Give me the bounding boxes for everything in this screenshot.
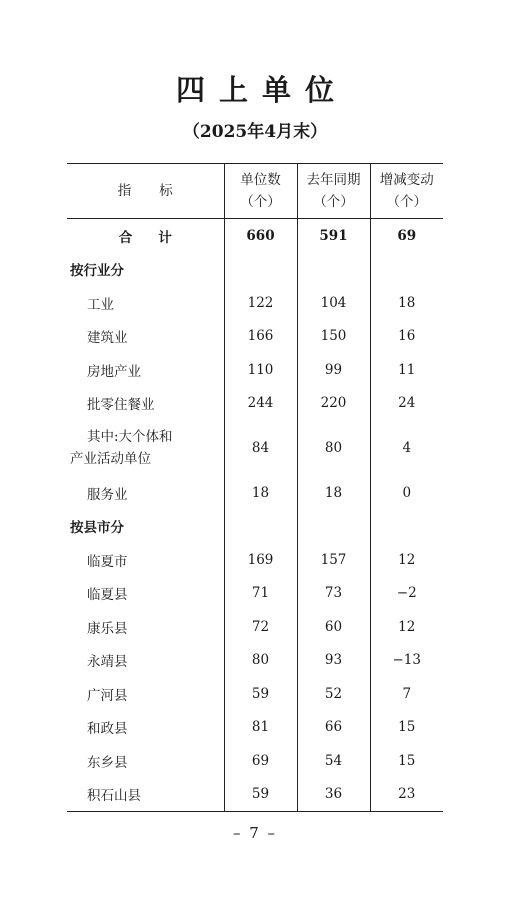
- row-last-year: 93: [297, 644, 370, 678]
- row-last-year: 18: [297, 476, 370, 510]
- row-units: 80: [224, 644, 297, 678]
- row-change: 15: [370, 711, 443, 745]
- row-last-year: 99: [297, 353, 370, 387]
- row-label: 积石山县: [87, 788, 141, 805]
- table-row: [67, 577, 443, 611]
- row-units: 166: [224, 320, 297, 354]
- table-row: [67, 744, 443, 778]
- row-change: 15: [370, 744, 443, 778]
- row-label: 房地产业: [87, 363, 141, 380]
- header-change: 增减变动 （个）: [370, 164, 443, 219]
- table-row: [67, 387, 443, 421]
- row-change: 7: [370, 677, 443, 711]
- row-label: 东乡县: [87, 754, 128, 771]
- section-label: 按县市分: [70, 520, 124, 537]
- row-label: 康乐县: [87, 620, 128, 637]
- row-change: 4: [370, 420, 443, 476]
- header-units: 单位数 （个）: [224, 164, 297, 219]
- row-change: −2: [370, 577, 443, 611]
- row-last-year: 73: [297, 577, 370, 611]
- table-row: [67, 778, 443, 812]
- row-label: 工业: [87, 296, 114, 313]
- row-units: 169: [224, 543, 297, 577]
- total-units: 660: [224, 219, 297, 253]
- row-units: 110: [224, 353, 297, 387]
- page-subtitle: （2025年4月末）: [182, 122, 328, 142]
- page-title: 四上单位: [175, 73, 348, 107]
- table-row: [67, 677, 443, 711]
- table-row: [67, 320, 443, 354]
- row-change: −13: [370, 644, 443, 678]
- total-row: [67, 219, 443, 253]
- section-row-county: [67, 510, 443, 544]
- row-last-year: 104: [297, 286, 370, 320]
- row-change: 11: [370, 353, 443, 387]
- row-label: 服务业: [87, 486, 128, 503]
- row-label: 其中:大个体和 产业活动单位: [70, 429, 173, 467]
- row-label: 临夏市: [87, 553, 128, 570]
- row-units: 81: [224, 711, 297, 745]
- row-units: 18: [224, 476, 297, 510]
- row-change: 24: [370, 387, 443, 421]
- header-last-year: 去年同期 （个）: [297, 164, 370, 219]
- row-label: 建筑业: [87, 330, 128, 347]
- row-change: 12: [370, 543, 443, 577]
- row-last-year: 220: [297, 387, 370, 421]
- row-last-year: 60: [297, 610, 370, 644]
- table-row: [67, 644, 443, 678]
- row-last-year: 157: [297, 543, 370, 577]
- row-units: 59: [224, 778, 297, 812]
- section-label: 按行业分: [70, 263, 124, 280]
- table-row: [67, 353, 443, 387]
- table-row: [67, 543, 443, 577]
- table-row: [67, 476, 443, 510]
- row-label: 和政县: [87, 721, 128, 738]
- table-row: [67, 610, 443, 644]
- table-row: [67, 286, 443, 320]
- statistics-table: [67, 163, 443, 812]
- row-units: 84: [224, 420, 297, 476]
- row-last-year: 80: [297, 420, 370, 476]
- header-indicator: 指标: [67, 164, 224, 219]
- row-units: 122: [224, 286, 297, 320]
- table-row-sub-item: [67, 420, 443, 476]
- row-label: 永靖县: [87, 654, 128, 671]
- row-last-year: 36: [297, 778, 370, 812]
- row-units: 69: [224, 744, 297, 778]
- row-label: 临夏县: [87, 587, 128, 604]
- total-last-year: 591: [297, 219, 370, 253]
- row-last-year: 54: [297, 744, 370, 778]
- row-last-year: 66: [297, 711, 370, 745]
- row-change: 12: [370, 610, 443, 644]
- row-change: 18: [370, 286, 443, 320]
- row-units: 71: [224, 577, 297, 611]
- row-label: 广河县: [87, 687, 128, 704]
- total-change: 69: [370, 219, 443, 253]
- row-units: 72: [224, 610, 297, 644]
- row-change: 0: [370, 476, 443, 510]
- table-row: [67, 711, 443, 745]
- page-number: – 7 –: [232, 824, 278, 842]
- row-label: 批零住餐业: [87, 397, 155, 414]
- row-change: 16: [370, 320, 443, 354]
- row-units: 244: [224, 387, 297, 421]
- total-label: 合计: [118, 229, 198, 246]
- row-change: 23: [370, 778, 443, 812]
- row-last-year: 52: [297, 677, 370, 711]
- table-header-row: [67, 164, 443, 219]
- row-last-year: 150: [297, 320, 370, 354]
- section-row-industry: [67, 253, 443, 287]
- row-units: 59: [224, 677, 297, 711]
